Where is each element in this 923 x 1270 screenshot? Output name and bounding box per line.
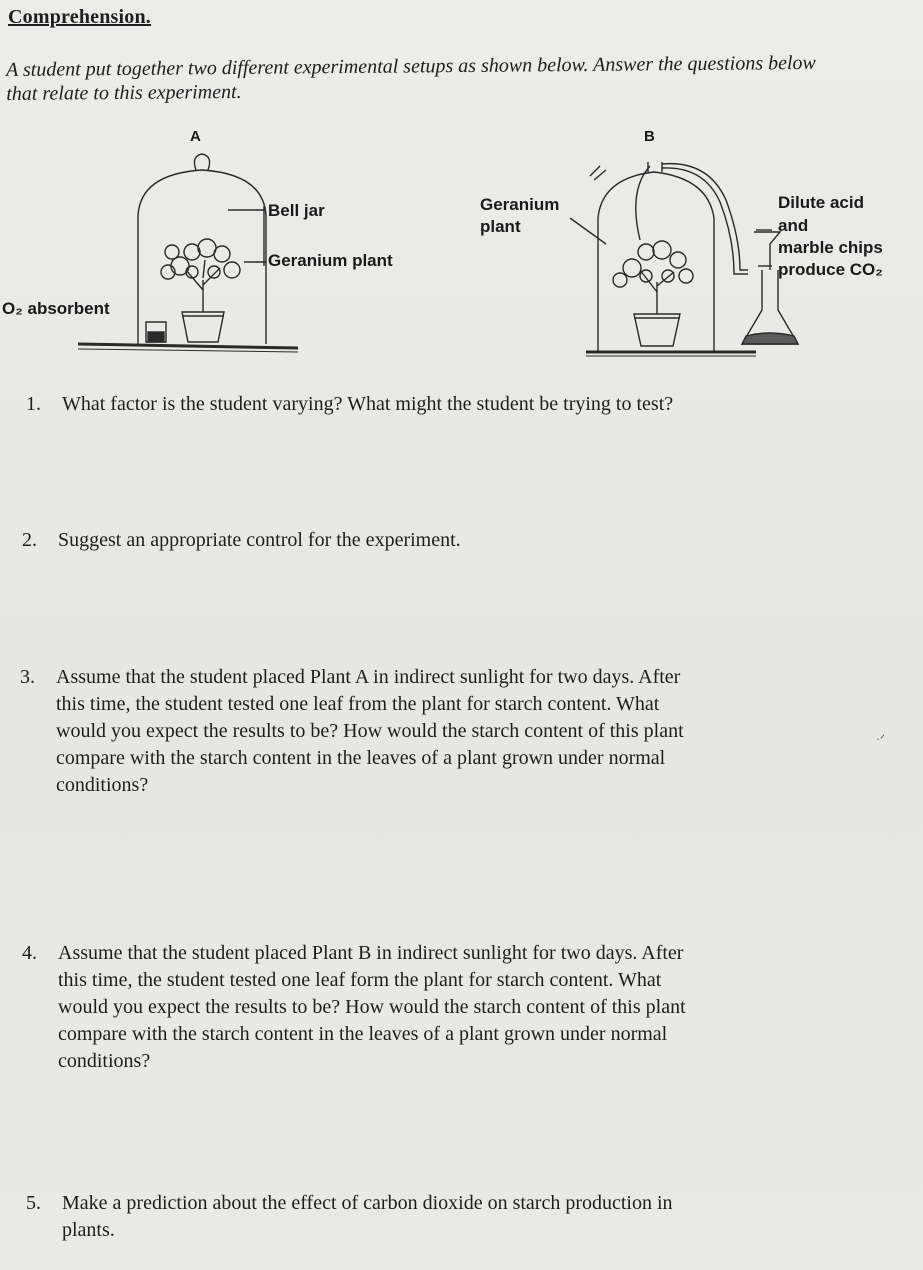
question-3-line-5: conditions? (56, 774, 149, 796)
question-5-line-2: plants. (62, 1219, 115, 1241)
intro-text: A student put together two different experimental setups as shown below. Answer the questions below that relate to this experiment. (6, 51, 816, 105)
geranium-plant-label-b-line1: Geranium (480, 195, 560, 214)
setup-a-illustration (78, 154, 298, 352)
question-5 (26, 1190, 673, 1241)
question-3-line-1: Assume that the student placed Plant A in indirect sunlight for two days. After (56, 666, 681, 688)
question-1 (26, 391, 674, 418)
section-heading: Comprehension. (8, 6, 152, 28)
question-2-number: 2. (22, 529, 37, 551)
stray-pencil-mark: ·ᐟ (876, 732, 886, 746)
o2-absorbent-label: O₂ absorbent (2, 299, 110, 318)
geranium-plant-label-b-line2: plant (480, 217, 521, 236)
question-3 (20, 664, 684, 796)
setup-b-illustration (570, 162, 798, 356)
question-2 (22, 527, 461, 554)
question-2-line-1: Suggest an appropriate control for the experiment. (58, 529, 461, 551)
question-4-line-4: compare with the starch content in the leaves of a plant grown under normal (58, 1023, 668, 1045)
question-4-line-1: Assume that the student placed Plant B in indirect sunlight for two days. After (58, 942, 684, 964)
question-3-number: 3. (20, 666, 35, 688)
acid-label-line2: and (778, 216, 809, 235)
question-3-line-3: would you expect the results to be? How would the starch content of this plant (56, 720, 684, 742)
acid-label-line3: marble chips (778, 238, 883, 257)
question-4-number: 4. (22, 942, 37, 964)
acid-label-line4: produce CO₂ (778, 260, 883, 279)
setup-b-letter: B (644, 128, 655, 145)
question-5-line-1: Make a prediction about the effect of carbon dioxide on starch production in (62, 1192, 673, 1214)
question-3-line-2: this time, the student tested one leaf from the plant for starch content. What (56, 693, 660, 715)
acid-label-line1: Dilute acid (778, 193, 864, 212)
question-1-line-1: What factor is the student varying? What might the student be trying to test? (62, 393, 674, 415)
question-4 (22, 940, 686, 1072)
question-1-number: 1. (26, 393, 41, 415)
question-5-number: 5. (26, 1192, 41, 1214)
geranium-plant-label-a: Geranium plant (268, 251, 393, 270)
experiment-diagram (0, 120, 923, 375)
question-3-line-4: compare with the starch content in the leaves of a plant grown under normal (56, 747, 666, 769)
question-4-line-2: this time, the student tested one leaf form the plant for starch content. What (58, 969, 662, 991)
setup-a-letter: A (190, 128, 201, 145)
question-4-line-3: would you expect the results to be? How would the starch content of this plant (58, 996, 686, 1018)
question-4-line-5: conditions? (58, 1050, 151, 1072)
bell-jar-label: Bell jar (268, 201, 325, 220)
